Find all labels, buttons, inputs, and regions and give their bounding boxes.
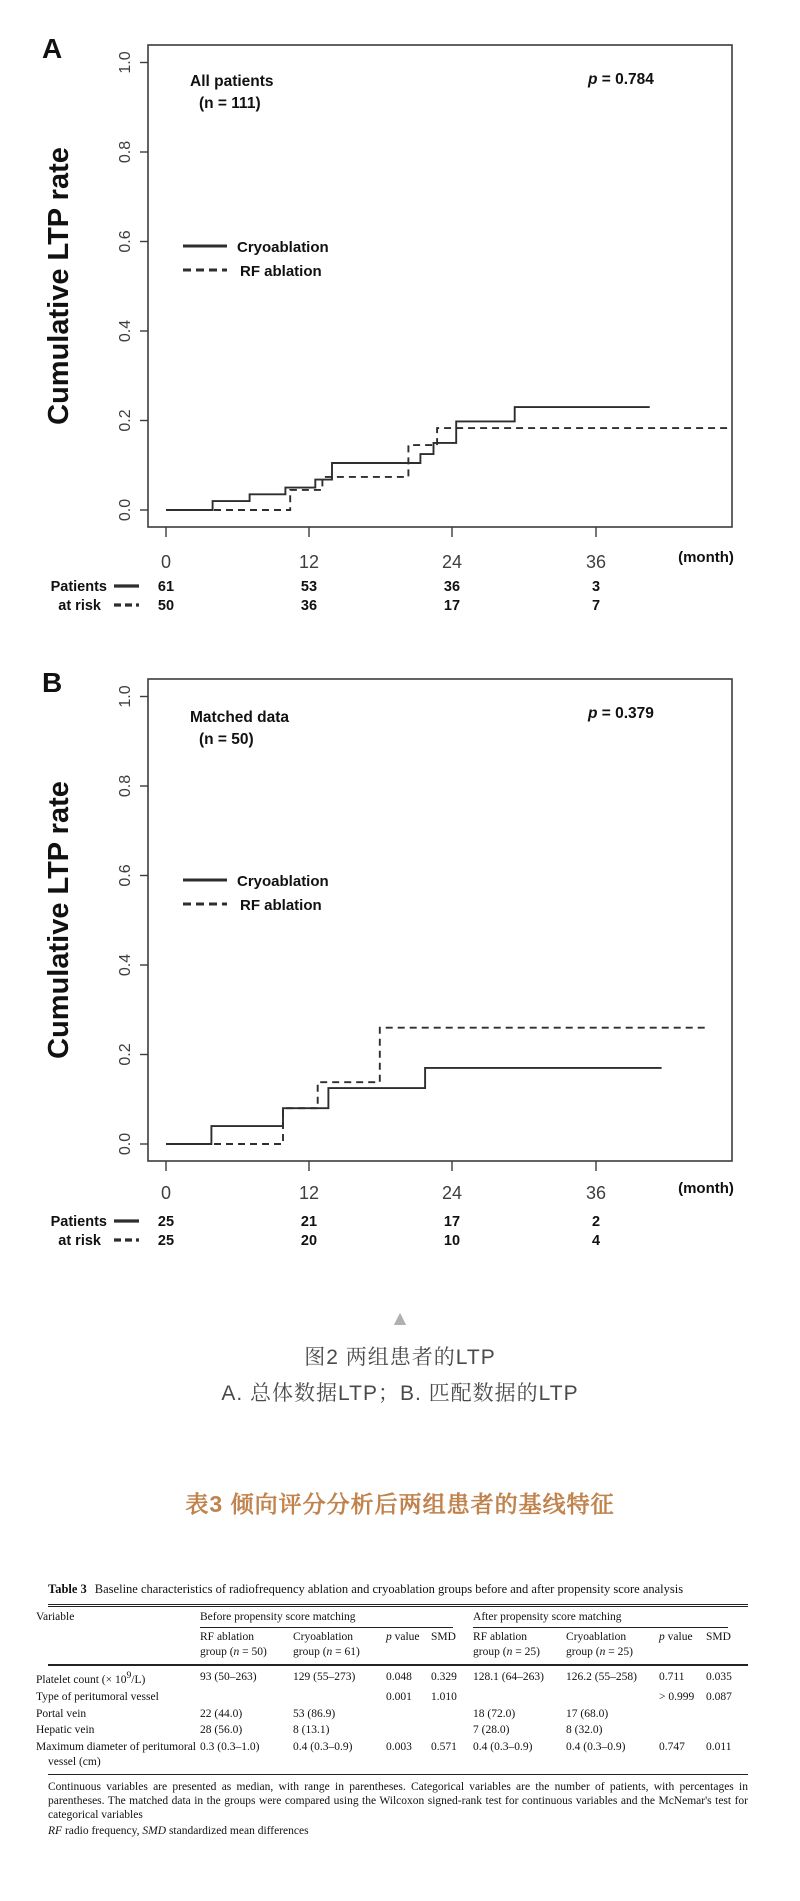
table-header-pvalue-after: p value	[659, 1630, 693, 1643]
table-header-pvalue-before: p value	[386, 1630, 420, 1643]
table-section-heading: 表3 倾向评分分析后两组患者的基线特征	[185, 1491, 615, 1517]
y-tick-label: 0.2	[117, 409, 134, 432]
at-risk-value: 17	[443, 598, 461, 614]
at-risk-value: 36	[443, 579, 461, 595]
x-axis-unit-a: (month)	[678, 549, 734, 566]
table-cell: 8 (13.1)	[293, 1724, 330, 1737]
table-group-header-row	[48, 1606, 748, 1629]
collapse-triangle-icon[interactable]: ▲	[389, 1307, 411, 1330]
figure-caption-line2: A. 总体数据LTP；B. 匹配数据的LTP	[221, 1382, 579, 1405]
x-ticks-a	[166, 527, 596, 537]
x-tick-label: 36	[585, 1183, 607, 1203]
x-tick-labels-a	[161, 552, 606, 572]
table-cell: 28 (56.0)	[200, 1724, 243, 1737]
at-risk-value: 2	[591, 1214, 601, 1230]
table-header-rf-before: RF ablation group (n = 50)	[200, 1630, 267, 1658]
plot-subtitle-b: (n = 50)	[199, 731, 254, 748]
table-cell	[386, 1706, 431, 1723]
table-cell: 0.4 (0.3–0.9)	[566, 1739, 659, 1774]
at-risk-table-b	[51, 1214, 600, 1249]
table-cell: 8 (32.0)	[566, 1724, 603, 1737]
y-tick-labels-b	[117, 685, 134, 1155]
table3	[36, 1604, 748, 1775]
at-risk-value: 25	[157, 1233, 175, 1249]
at-risk-value: 7	[591, 598, 601, 614]
y-tick-label: 1.0	[117, 51, 134, 74]
y-tick-label: 0.4	[117, 953, 134, 977]
plot-box-a	[148, 45, 732, 527]
x-ticks-b	[166, 1161, 596, 1171]
table-cell: 0.087	[706, 1690, 732, 1703]
table-row	[48, 1722, 748, 1739]
row-label-hepatic-vein: Hepatic vein	[36, 1724, 95, 1737]
table-cell	[293, 1689, 386, 1706]
table-header-smd-after: SMD	[706, 1630, 731, 1643]
at-risk-value: 61	[157, 579, 175, 595]
plot-title-a: All patients	[190, 73, 274, 90]
table-cell	[431, 1722, 473, 1739]
table-cell: 0.048	[386, 1670, 412, 1683]
table-cell: 126.2 (55–258)	[566, 1670, 637, 1683]
table-cell: 0.747	[659, 1739, 706, 1774]
at-risk-value: 50	[157, 598, 175, 614]
table-cell: > 0.999	[659, 1690, 695, 1703]
cryoablation-curve-b	[166, 1068, 662, 1144]
table-header-before: Before propensity score matching	[200, 1606, 473, 1629]
x-tick-label: 0	[160, 1183, 172, 1203]
table-title-number: Table 3	[48, 1582, 87, 1596]
x-tick-labels-b	[161, 1183, 606, 1203]
y-tick-label: 0.6	[117, 864, 134, 887]
table-cell: 7 (28.0)	[473, 1724, 510, 1737]
table-cell: 0.3 (0.3–1.0)	[200, 1739, 293, 1774]
panel-b-label: B	[42, 667, 63, 698]
legend-label-rf: RF ablation	[240, 897, 322, 914]
table-cell	[566, 1689, 659, 1706]
y-tick-label: 0.0	[117, 1132, 134, 1156]
table-cell: 0.571	[431, 1739, 473, 1774]
x-tick-label: 0	[160, 552, 172, 572]
table3-container	[36, 1582, 748, 1840]
table-cell	[706, 1722, 748, 1739]
plot-subtitle-a: (n = 111)	[199, 95, 261, 112]
panel-a-label: A	[42, 33, 63, 64]
table-cell: 0.035	[706, 1670, 732, 1683]
table-header-after: After propensity score matching	[473, 1606, 748, 1629]
table-cell	[386, 1722, 431, 1739]
table-title-text: Baseline characteristics of radiofrequency ablation and cryoablation groups before and after propensity score analysis	[94, 1582, 684, 1596]
at-risk-table-a	[51, 579, 600, 614]
table-footnotes	[48, 1780, 748, 1838]
table-cell	[473, 1689, 566, 1706]
table-cell	[706, 1706, 748, 1723]
y-tick-label: 0.6	[117, 230, 134, 253]
at-risk-value: 36	[300, 598, 318, 614]
table-cell: 93 (50–263)	[200, 1670, 257, 1683]
y-tick-label: 0.8	[117, 774, 134, 798]
y-ticks-a	[140, 63, 148, 511]
at-risk-value: 10	[443, 1233, 461, 1249]
table-cell: 0.001	[386, 1690, 412, 1703]
figure-caption-line1: 图2 两组患者的LTP	[304, 1346, 496, 1369]
table-cell: 0.4 (0.3–0.9)	[293, 1739, 386, 1774]
row-label-vessel-type: Type of peritumoral vessel	[36, 1690, 159, 1703]
x-tick-label: 12	[298, 552, 320, 572]
at-risk-value: 21	[300, 1214, 318, 1230]
table-header-smd-before: SMD	[431, 1630, 456, 1643]
rf-ablation-curve-a	[166, 428, 732, 510]
at-risk-value: 25	[157, 1214, 175, 1230]
at-risk-value: 4	[591, 1233, 601, 1249]
table-row	[48, 1739, 748, 1774]
table-row	[48, 1706, 748, 1723]
x-tick-label: 36	[585, 552, 607, 572]
table-header-cryo-before: Cryoablation group (n = 61)	[293, 1630, 360, 1658]
table-cell	[431, 1706, 473, 1723]
at-risk-label2: at risk	[58, 1233, 101, 1249]
table-cell	[200, 1689, 293, 1706]
at-risk-value: 53	[300, 579, 318, 595]
row-label-max-diameter: Maximum diameter of peritumoral vessel (cm)	[48, 1739, 200, 1774]
at-risk-label1: Patients	[50, 1214, 107, 1230]
legend-label-cryo: Cryoablation	[237, 239, 329, 256]
table-cell: 0.4 (0.3–0.9)	[473, 1739, 566, 1774]
x-tick-label: 12	[298, 1183, 320, 1203]
row-label-portal-vein: Portal vein	[36, 1707, 87, 1720]
at-risk-value: 3	[591, 579, 601, 595]
at-risk-label1: Patients	[50, 579, 107, 595]
table-cell: 18 (72.0)	[473, 1707, 516, 1720]
table-title	[48, 1582, 748, 1597]
table-cell: 22 (44.0)	[200, 1707, 243, 1720]
table-cell: 128.1 (64–263)	[473, 1670, 544, 1683]
km-plot-panel-a	[30, 25, 775, 620]
y-tick-label: 1.0	[117, 685, 134, 708]
y-tick-labels-a	[117, 51, 134, 521]
x-tick-label: 24	[441, 1183, 463, 1203]
y-axis-title-a: Cumulative LTP rate	[43, 147, 75, 425]
x-axis-unit-b: (month)	[678, 1180, 734, 1197]
x-tick-label: 24	[441, 552, 463, 572]
table-cell: 0.003	[386, 1739, 431, 1774]
plot-title-b: Matched data	[190, 709, 290, 726]
table-row	[48, 1689, 748, 1706]
at-risk-label2: at risk	[58, 598, 101, 614]
legend-label-cryo: Cryoablation	[237, 873, 329, 890]
y-tick-label: 0.0	[117, 498, 134, 522]
footnote-methods: Continuous variables are presented as median, with range in parentheses. Categorical variables are the number of patients, with percentages in parentheses. The matched data in the groups were compared using the Wilcoxon signed-rank test for continuous variables and the McNemar's test for categorical variables	[48, 1781, 748, 1822]
y-tick-label: 0.2	[117, 1043, 134, 1066]
km-plot-panel-b	[30, 659, 775, 1254]
table-header-variable: Variable	[48, 1606, 200, 1665]
table-header-rf-after: RF ablation group (n = 25)	[473, 1630, 540, 1658]
p-value-a: p = 0.784	[588, 71, 654, 88]
y-ticks-b	[140, 697, 148, 1145]
table-cell: 53 (86.9)	[293, 1707, 336, 1720]
legend-label-rf: RF ablation	[240, 263, 322, 280]
legend-b	[183, 873, 329, 914]
plot-box-b	[148, 679, 732, 1161]
legend-a	[183, 239, 329, 280]
table-cell	[659, 1706, 706, 1723]
table-cell: 17 (68.0)	[566, 1707, 609, 1720]
table-header-cryo-after: Cryoablation group (n = 25)	[566, 1630, 633, 1658]
table-row	[48, 1665, 748, 1689]
table-cell: 129 (55–273)	[293, 1670, 356, 1683]
table-cell: 0.711	[659, 1670, 685, 1683]
table-cell: 0.329	[431, 1670, 457, 1683]
at-risk-value: 17	[443, 1214, 461, 1230]
at-risk-value: 20	[300, 1233, 318, 1249]
y-axis-title-b: Cumulative LTP rate	[43, 781, 75, 1059]
footnote-abbreviations: RF radio frequency, SMD standardized mean differences	[48, 1825, 309, 1838]
y-tick-label: 0.8	[117, 140, 134, 164]
table-cell	[659, 1722, 706, 1739]
table-cell: 1.010	[431, 1690, 457, 1703]
row-label-platelet: Platelet count (× $10^9/L$)	[36, 1669, 146, 1686]
table-cell: 0.011	[706, 1739, 748, 1774]
y-tick-label: 0.4	[117, 319, 134, 343]
p-value-b: p = 0.379	[588, 705, 654, 722]
